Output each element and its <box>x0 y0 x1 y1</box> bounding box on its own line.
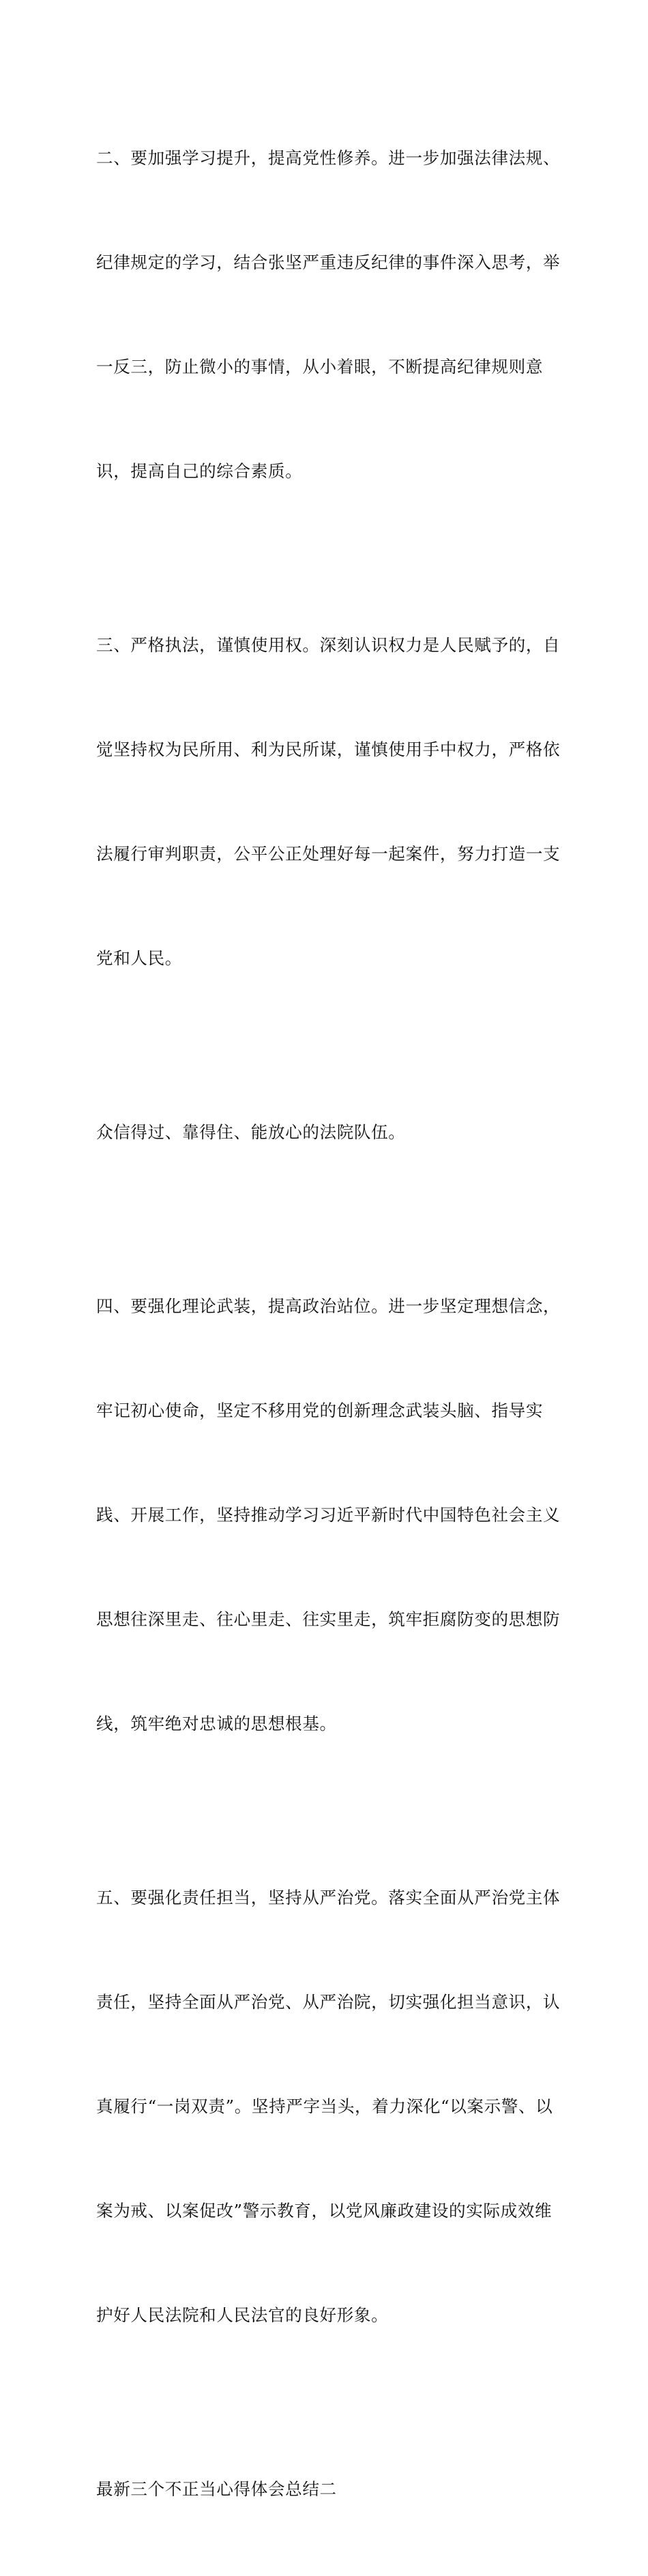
text-line: 践、开展工作，坚持推动学习习近平新时代中国特色社会主义 <box>96 1505 561 1525</box>
text-line: 责任，坚持全面从严治党、从严治院，切实强化担当意识，认 <box>96 1992 561 2012</box>
text-line: 一反三，防止微小的事情，从小着眼，不断提高纪律规则意 <box>96 357 544 377</box>
text-line: 思想往深里走、往心里走、往实里走，筑牢拒腐防变的思想防 <box>96 1609 561 1629</box>
paragraph-2-study <box>96 71 560 558</box>
text-line: 真履行“一岗双责”。坚持严字当头，着力深化“以案示警、以 <box>96 2096 553 2116</box>
paragraph-5-responsibility <box>96 1811 560 2402</box>
text-line: 纪律规定的学习，结合张坚严重违反纪律的事件深入思考，举 <box>96 252 561 272</box>
text-line: 牢记初心使命，坚定不移用党的创新理念武装头脑、指导实 <box>96 1401 544 1420</box>
paragraph-4-theory <box>96 1219 560 1811</box>
paragraph-court-team <box>96 1045 560 1219</box>
text-line: 案为戒、以案促改”警示教育，以党风廉政建设的实际成效维 <box>96 2201 553 2221</box>
section-heading <box>96 2402 560 2576</box>
text-line: 识，提高自己的综合素质。 <box>96 461 303 481</box>
text-line: 四、要强化理论武装，提高政治站位。进一步坚定理想信念， <box>96 1296 561 1316</box>
text-line: 护好人民法院和人民法官的良好形象。 <box>96 2305 389 2325</box>
text-line: 党和人民。 <box>96 948 182 968</box>
text-line: 三、严格执法，谨慎使用权。深刻认识权力是人民赋予的，自 <box>96 635 561 655</box>
text-line: 五、要强化责任担当，坚持从严治党。落实全面从严治党主体 <box>96 1888 561 1907</box>
document-body <box>96 71 560 2576</box>
text-line: 最新三个不正当心得体会总结二 <box>96 2479 337 2499</box>
paragraph-3-law-enforcement <box>96 558 560 1045</box>
text-line: 线，筑牢绝对忠诚的思想根基。 <box>96 1714 337 1733</box>
text-line: 众信得过、靠得住、能放心的法院队伍。 <box>96 1122 406 1142</box>
text-line: 二、要加强学习提升，提高党性修养。进一步加强法律法规、 <box>96 148 561 168</box>
text-line: 法履行审判职责，公平公正处理好每一起案件，努力打造一支 <box>96 844 561 864</box>
text-line: 觉坚持权为民所用、利为民所谋，谨慎使用手中权力，严格依 <box>96 740 561 759</box>
